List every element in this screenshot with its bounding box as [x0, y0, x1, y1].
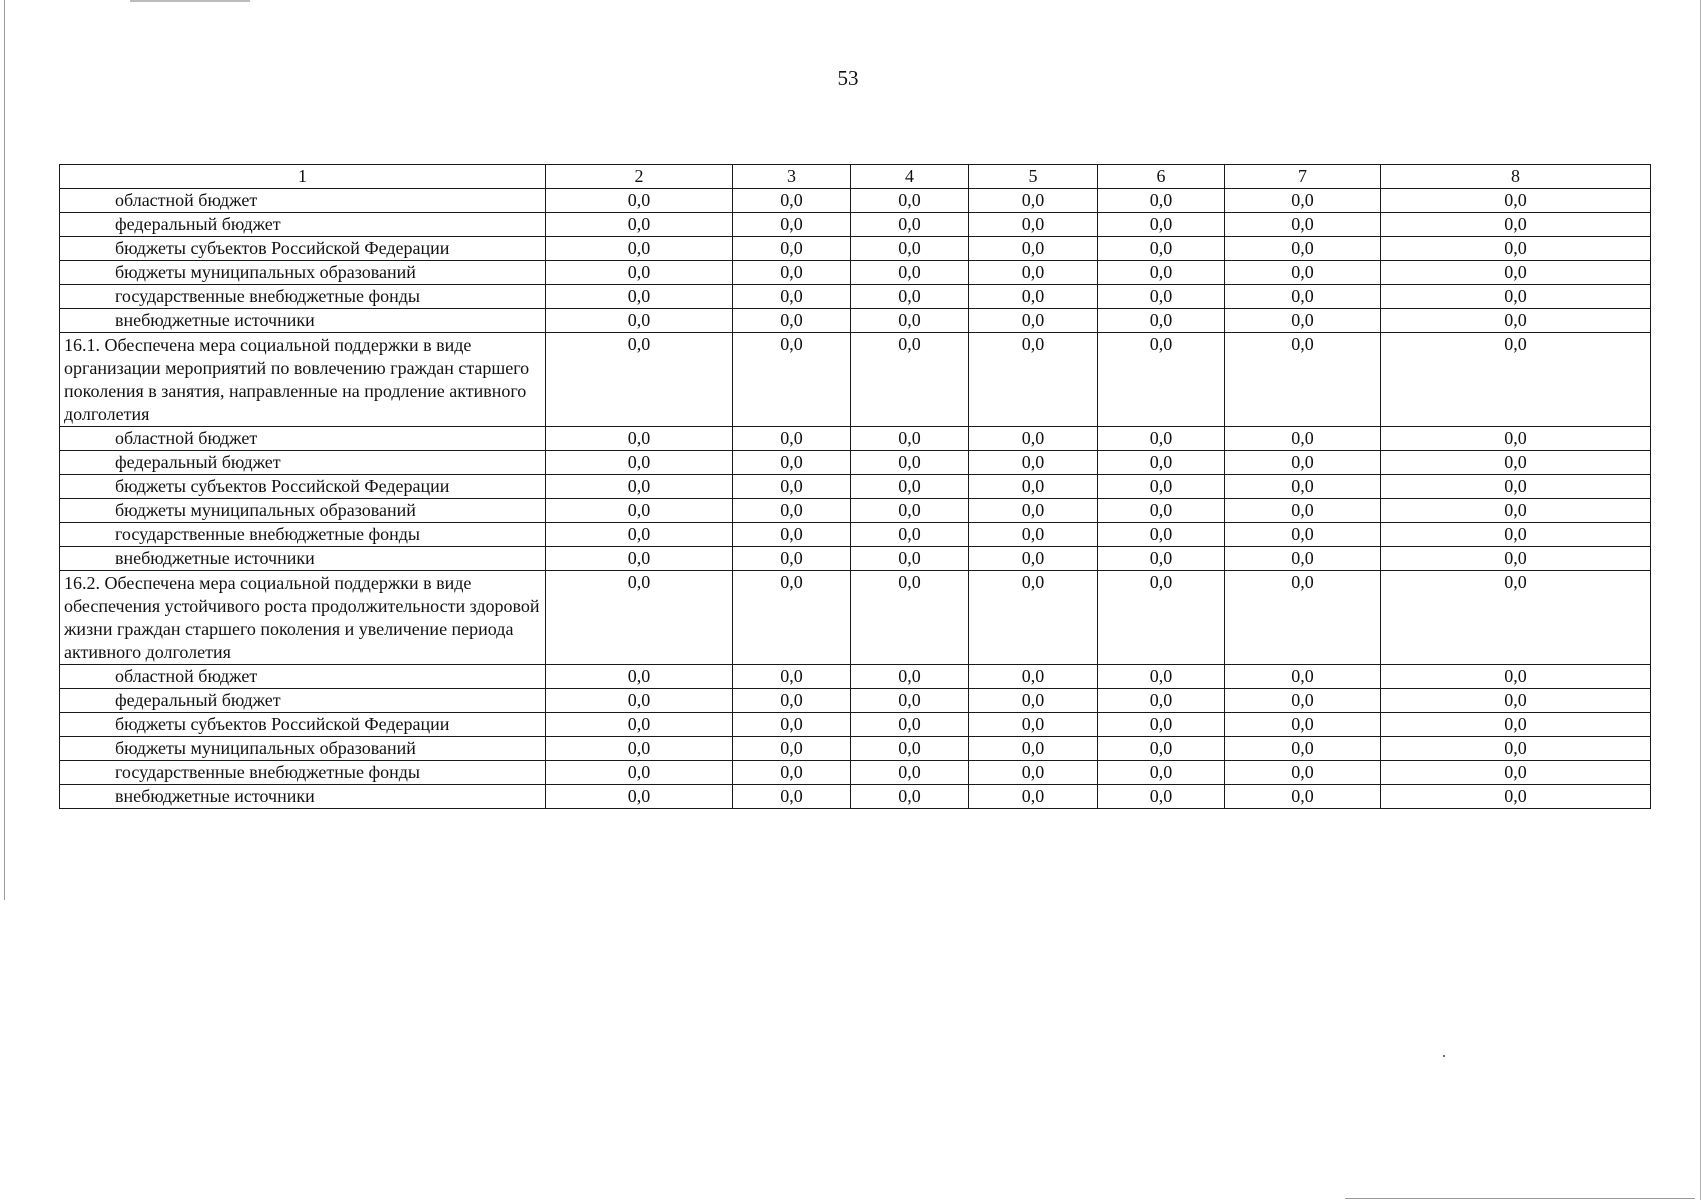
header-cell: 5 — [969, 165, 1098, 189]
value-cell: 0,0 — [969, 189, 1098, 213]
table-row — [60, 713, 1651, 737]
value-cell: 0,0 — [969, 309, 1098, 333]
section-row — [60, 571, 1651, 665]
value-cell: 0,0 — [546, 189, 733, 213]
value-cell: 0,0 — [733, 737, 851, 761]
value-cell: 0,0 — [1381, 309, 1651, 333]
table-row — [60, 785, 1651, 809]
value-cell: 0,0 — [1225, 213, 1381, 237]
funding-source-label: областной бюджет — [60, 427, 546, 451]
value-cell: 0,0 — [546, 333, 733, 427]
funding-source-label: бюджеты муниципальных образований — [60, 737, 546, 761]
value-cell: 0,0 — [851, 737, 969, 761]
value-cell: 0,0 — [1098, 285, 1225, 309]
funding-source-label: бюджеты субъектов Российской Федерации — [60, 237, 546, 261]
value-cell: 0,0 — [733, 451, 851, 475]
table-row — [60, 475, 1651, 499]
scan-edge-left — [4, 0, 5, 900]
value-cell: 0,0 — [851, 285, 969, 309]
value-cell: 0,0 — [546, 309, 733, 333]
value-cell: 0,0 — [733, 713, 851, 737]
value-cell: 0,0 — [851, 475, 969, 499]
value-cell: 0,0 — [1381, 427, 1651, 451]
value-cell: 0,0 — [1381, 451, 1651, 475]
funding-source-label: бюджеты муниципальных образований — [60, 499, 546, 523]
value-cell: 0,0 — [969, 523, 1098, 547]
value-cell: 0,0 — [546, 571, 733, 665]
table-row — [60, 499, 1651, 523]
header-cell: 3 — [733, 165, 851, 189]
value-cell: 0,0 — [1098, 475, 1225, 499]
value-cell: 0,0 — [546, 285, 733, 309]
section-description: 16.2. Обеспечена мера социальной поддержки в виде обеспечения устойчивого роста продолжительности здоровой жизни граждан старшего поколения и увеличение периода активного долголетия — [60, 571, 546, 665]
value-cell: 0,0 — [1098, 665, 1225, 689]
value-cell: 0,0 — [851, 523, 969, 547]
value-cell: 0,0 — [546, 475, 733, 499]
page-number: 53 — [837, 66, 859, 90]
value-cell: 0,0 — [1098, 571, 1225, 665]
funding-source-label: внебюджетные источники — [60, 547, 546, 571]
value-cell: 0,0 — [546, 689, 733, 713]
value-cell: 0,0 — [1225, 189, 1381, 213]
value-cell: 0,0 — [969, 213, 1098, 237]
value-cell: 0,0 — [1225, 665, 1381, 689]
value-cell: 0,0 — [1098, 499, 1225, 523]
value-cell: 0,0 — [1381, 571, 1651, 665]
header-cell: 8 — [1381, 165, 1651, 189]
value-cell: 0,0 — [733, 689, 851, 713]
header-row — [60, 165, 1651, 189]
value-cell: 0,0 — [1098, 547, 1225, 571]
table-row — [60, 427, 1651, 451]
value-cell: 0,0 — [969, 689, 1098, 713]
value-cell: 0,0 — [733, 547, 851, 571]
value-cell: 0,0 — [969, 237, 1098, 261]
value-cell: 0,0 — [546, 427, 733, 451]
value-cell: 0,0 — [733, 499, 851, 523]
value-cell: 0,0 — [733, 665, 851, 689]
header-cell: 2 — [546, 165, 733, 189]
funding-source-label: государственные внебюджетные фонды — [60, 523, 546, 547]
value-cell: 0,0 — [1225, 285, 1381, 309]
value-cell: 0,0 — [1098, 237, 1225, 261]
value-cell: 0,0 — [969, 261, 1098, 285]
value-cell: 0,0 — [546, 761, 733, 785]
value-cell: 0,0 — [1098, 261, 1225, 285]
funding-source-label: внебюджетные источники — [60, 785, 546, 809]
value-cell: 0,0 — [851, 189, 969, 213]
value-cell: 0,0 — [1098, 785, 1225, 809]
value-cell: 0,0 — [851, 213, 969, 237]
value-cell: 0,0 — [733, 309, 851, 333]
value-cell: 0,0 — [969, 571, 1098, 665]
table-row — [60, 689, 1651, 713]
header-cell: 1 — [60, 165, 546, 189]
table-row — [60, 665, 1651, 689]
value-cell: 0,0 — [969, 547, 1098, 571]
value-cell: 0,0 — [733, 213, 851, 237]
value-cell: 0,0 — [851, 427, 969, 451]
value-cell: 0,0 — [851, 571, 969, 665]
value-cell: 0,0 — [851, 547, 969, 571]
funding-source-label: областной бюджет — [60, 665, 546, 689]
value-cell: 0,0 — [733, 261, 851, 285]
value-cell: 0,0 — [1098, 737, 1225, 761]
value-cell: 0,0 — [546, 451, 733, 475]
value-cell: 0,0 — [969, 451, 1098, 475]
value-cell: 0,0 — [1098, 523, 1225, 547]
value-cell: 0,0 — [1225, 689, 1381, 713]
table-body — [60, 165, 1651, 809]
value-cell: 0,0 — [1225, 237, 1381, 261]
value-cell: 0,0 — [1225, 333, 1381, 427]
table-row — [60, 285, 1651, 309]
scan-edge-bottom — [1345, 1198, 1695, 1199]
table-row — [60, 737, 1651, 761]
value-cell: 0,0 — [1225, 309, 1381, 333]
value-cell: 0,0 — [1098, 761, 1225, 785]
value-cell: 0,0 — [1225, 499, 1381, 523]
funding-source-label: бюджеты муниципальных образований — [60, 261, 546, 285]
funding-source-label: федеральный бюджет — [60, 689, 546, 713]
value-cell: 0,0 — [1381, 713, 1651, 737]
value-cell: 0,0 — [1225, 261, 1381, 285]
value-cell: 0,0 — [546, 737, 733, 761]
value-cell: 0,0 — [1225, 451, 1381, 475]
table-row — [60, 523, 1651, 547]
funding-source-label: областной бюджет — [60, 189, 546, 213]
value-cell: 0,0 — [546, 785, 733, 809]
value-cell: 0,0 — [546, 213, 733, 237]
table-row — [60, 547, 1651, 571]
value-cell: 0,0 — [733, 285, 851, 309]
value-cell: 0,0 — [1381, 333, 1651, 427]
funding-source-label: внебюджетные источники — [60, 309, 546, 333]
value-cell: 0,0 — [733, 333, 851, 427]
value-cell: 0,0 — [969, 427, 1098, 451]
value-cell: 0,0 — [1381, 523, 1651, 547]
value-cell: 0,0 — [969, 475, 1098, 499]
scan-edge-right — [1700, 0, 1701, 1200]
value-cell: 0,0 — [733, 189, 851, 213]
value-cell: 0,0 — [733, 427, 851, 451]
value-cell: 0,0 — [1225, 571, 1381, 665]
value-cell: 0,0 — [1225, 785, 1381, 809]
value-cell: 0,0 — [1381, 213, 1651, 237]
value-cell: 0,0 — [1225, 713, 1381, 737]
value-cell: 0,0 — [969, 665, 1098, 689]
value-cell: 0,0 — [851, 237, 969, 261]
value-cell: 0,0 — [1381, 189, 1651, 213]
value-cell: 0,0 — [1098, 713, 1225, 737]
value-cell: 0,0 — [1225, 761, 1381, 785]
funding-source-label: федеральный бюджет — [60, 213, 546, 237]
value-cell: 0,0 — [733, 237, 851, 261]
value-cell: 0,0 — [1225, 737, 1381, 761]
section-description: 16.1. Обеспечена мера социальной поддержки в виде организации мероприятий по вовлечению граждан старшего поколения в занятия, направленные на продление активного долголетия — [60, 333, 546, 427]
value-cell: 0,0 — [1098, 427, 1225, 451]
table-row — [60, 189, 1651, 213]
budget-table — [59, 164, 1651, 809]
value-cell: 0,0 — [1381, 689, 1651, 713]
value-cell: 0,0 — [851, 261, 969, 285]
value-cell: 0,0 — [969, 333, 1098, 427]
scan-top-mark — [130, 0, 250, 2]
value-cell: 0,0 — [851, 665, 969, 689]
scan-speck — [1443, 1055, 1445, 1057]
funding-source-label: государственные внебюджетные фонды — [60, 285, 546, 309]
value-cell: 0,0 — [1381, 547, 1651, 571]
value-cell: 0,0 — [1381, 237, 1651, 261]
value-cell: 0,0 — [969, 713, 1098, 737]
value-cell: 0,0 — [1381, 761, 1651, 785]
value-cell: 0,0 — [851, 689, 969, 713]
value-cell: 0,0 — [1381, 499, 1651, 523]
value-cell: 0,0 — [1381, 475, 1651, 499]
value-cell: 0,0 — [969, 737, 1098, 761]
value-cell: 0,0 — [1098, 451, 1225, 475]
value-cell: 0,0 — [969, 785, 1098, 809]
value-cell: 0,0 — [733, 571, 851, 665]
value-cell: 0,0 — [969, 761, 1098, 785]
value-cell: 0,0 — [1098, 213, 1225, 237]
value-cell: 0,0 — [1381, 285, 1651, 309]
value-cell: 0,0 — [851, 309, 969, 333]
value-cell: 0,0 — [546, 261, 733, 285]
value-cell: 0,0 — [969, 285, 1098, 309]
value-cell: 0,0 — [546, 523, 733, 547]
value-cell: 0,0 — [1225, 547, 1381, 571]
table-row — [60, 761, 1651, 785]
value-cell: 0,0 — [733, 475, 851, 499]
value-cell: 0,0 — [851, 333, 969, 427]
value-cell: 0,0 — [1098, 309, 1225, 333]
value-cell: 0,0 — [851, 499, 969, 523]
value-cell: 0,0 — [546, 665, 733, 689]
value-cell: 0,0 — [1225, 475, 1381, 499]
value-cell: 0,0 — [1225, 523, 1381, 547]
funding-source-label: государственные внебюджетные фонды — [60, 761, 546, 785]
table-row — [60, 451, 1651, 475]
header-cell: 4 — [851, 165, 969, 189]
value-cell: 0,0 — [969, 499, 1098, 523]
value-cell: 0,0 — [851, 713, 969, 737]
value-cell: 0,0 — [546, 547, 733, 571]
funding-source-label: бюджеты субъектов Российской Федерации — [60, 713, 546, 737]
value-cell: 0,0 — [1098, 689, 1225, 713]
section-row — [60, 333, 1651, 427]
table-row — [60, 261, 1651, 285]
value-cell: 0,0 — [1381, 737, 1651, 761]
value-cell: 0,0 — [546, 237, 733, 261]
header-cell: 7 — [1225, 165, 1381, 189]
value-cell: 0,0 — [1381, 665, 1651, 689]
value-cell: 0,0 — [1098, 333, 1225, 427]
value-cell: 0,0 — [1225, 427, 1381, 451]
header-cell: 6 — [1098, 165, 1225, 189]
value-cell: 0,0 — [546, 499, 733, 523]
value-cell: 0,0 — [1381, 785, 1651, 809]
funding-source-label: бюджеты субъектов Российской Федерации — [60, 475, 546, 499]
value-cell: 0,0 — [851, 451, 969, 475]
value-cell: 0,0 — [1381, 261, 1651, 285]
value-cell: 0,0 — [1098, 189, 1225, 213]
table-row — [60, 213, 1651, 237]
value-cell: 0,0 — [546, 713, 733, 737]
table-row — [60, 309, 1651, 333]
funding-source-label: федеральный бюджет — [60, 451, 546, 475]
value-cell: 0,0 — [733, 761, 851, 785]
value-cell: 0,0 — [733, 785, 851, 809]
value-cell: 0,0 — [851, 785, 969, 809]
value-cell: 0,0 — [851, 761, 969, 785]
value-cell: 0,0 — [733, 523, 851, 547]
table-row — [60, 237, 1651, 261]
